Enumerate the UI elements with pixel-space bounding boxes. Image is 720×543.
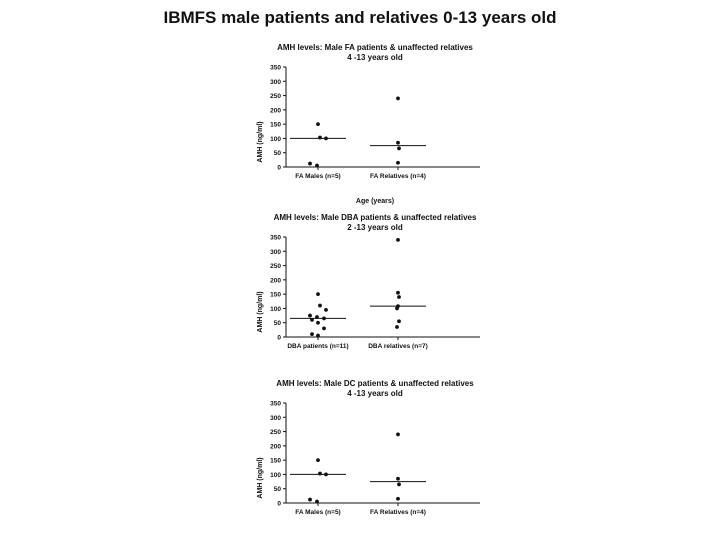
data-point	[315, 164, 319, 168]
y-tick-label: 300	[270, 248, 281, 256]
y-tick-label: 50	[273, 486, 281, 494]
data-point	[308, 498, 312, 502]
y-tick-label: 0	[277, 334, 281, 342]
chart-subtitle: 2 -13 years old	[347, 223, 403, 232]
x-axis-label: Age (years)	[355, 198, 395, 205]
y-axis-label: AMH (ng/ml)	[257, 121, 264, 163]
chart-title: AMH levels: Male DBA patients & unaffected relatives	[273, 213, 477, 222]
y-tick-label: 350	[270, 400, 281, 408]
x-tick-label: FA Relatives (n=4)	[370, 509, 426, 516]
y-tick-label: 250	[270, 93, 281, 101]
data-point	[396, 97, 400, 101]
y-tick-label: 350	[270, 64, 281, 72]
data-point	[397, 319, 401, 323]
x-tick-label: FA Males (n=5)	[295, 509, 341, 516]
data-point	[396, 497, 400, 501]
data-point	[315, 315, 319, 319]
y-tick-label: 350	[270, 234, 281, 242]
data-point	[310, 318, 314, 322]
y-axis-label: AMH (ng/ml)	[257, 457, 264, 499]
data-point	[396, 291, 400, 295]
data-point	[315, 500, 319, 504]
y-tick-label: 50	[273, 150, 281, 158]
data-point	[395, 307, 399, 311]
y-tick-label: 200	[270, 277, 281, 285]
y-tick-label: 50	[273, 320, 281, 328]
data-point	[318, 304, 322, 308]
x-tick-label: DBA patients (n=11)	[287, 343, 349, 350]
data-point	[316, 458, 320, 462]
data-point	[397, 147, 401, 151]
slide-title: IBMFS male patients and relatives 0-13 years old	[163, 8, 557, 27]
data-point	[324, 308, 328, 312]
data-point	[316, 122, 320, 126]
x-tick-label: FA Relatives (n=4)	[370, 173, 426, 180]
y-tick-label: 250	[270, 429, 281, 437]
y-tick-label: 150	[270, 457, 281, 465]
data-point	[396, 433, 400, 437]
data-point	[316, 292, 320, 296]
chart-title: AMH levels: Male DC patients & unaffected relatives	[276, 379, 474, 388]
data-point	[397, 295, 401, 299]
data-point	[318, 472, 322, 476]
chart-title: AMH levels: Male FA patients & unaffected relatives	[277, 43, 473, 52]
y-axis-label: AMH (ng/ml)	[257, 291, 264, 333]
data-point	[308, 162, 312, 166]
data-point	[308, 314, 312, 318]
chart-subtitle: 4 -13 years old	[347, 53, 403, 62]
y-tick-label: 0	[277, 164, 281, 172]
x-tick-label: DBA relatives (n=7)	[368, 343, 428, 350]
y-tick-label: 150	[270, 121, 281, 129]
y-tick-label: 100	[270, 471, 281, 479]
data-point	[324, 137, 328, 141]
data-point	[324, 473, 328, 477]
y-tick-label: 150	[270, 291, 281, 299]
data-point	[316, 321, 320, 325]
data-point	[396, 238, 400, 242]
y-tick-label: 100	[270, 135, 281, 143]
chart-dc	[250, 378, 490, 543]
y-tick-label: 300	[270, 78, 281, 86]
data-point	[395, 325, 399, 329]
chart-subtitle: 4 -13 years old	[347, 389, 403, 398]
data-point	[318, 136, 322, 140]
data-point	[397, 483, 401, 487]
data-point	[396, 141, 400, 145]
y-tick-label: 0	[277, 500, 281, 508]
data-point	[310, 332, 314, 336]
y-tick-label: 100	[270, 305, 281, 313]
chart-dba	[250, 212, 490, 377]
x-tick-label: FA Males (n=5)	[295, 173, 341, 180]
y-tick-label: 250	[270, 263, 281, 271]
data-point	[316, 334, 320, 338]
data-point	[396, 477, 400, 481]
data-point	[322, 317, 326, 321]
chart-fa	[250, 42, 490, 207]
data-point	[396, 161, 400, 165]
y-tick-label: 200	[270, 443, 281, 451]
y-tick-label: 200	[270, 107, 281, 115]
data-point	[322, 327, 326, 331]
y-tick-label: 300	[270, 414, 281, 422]
